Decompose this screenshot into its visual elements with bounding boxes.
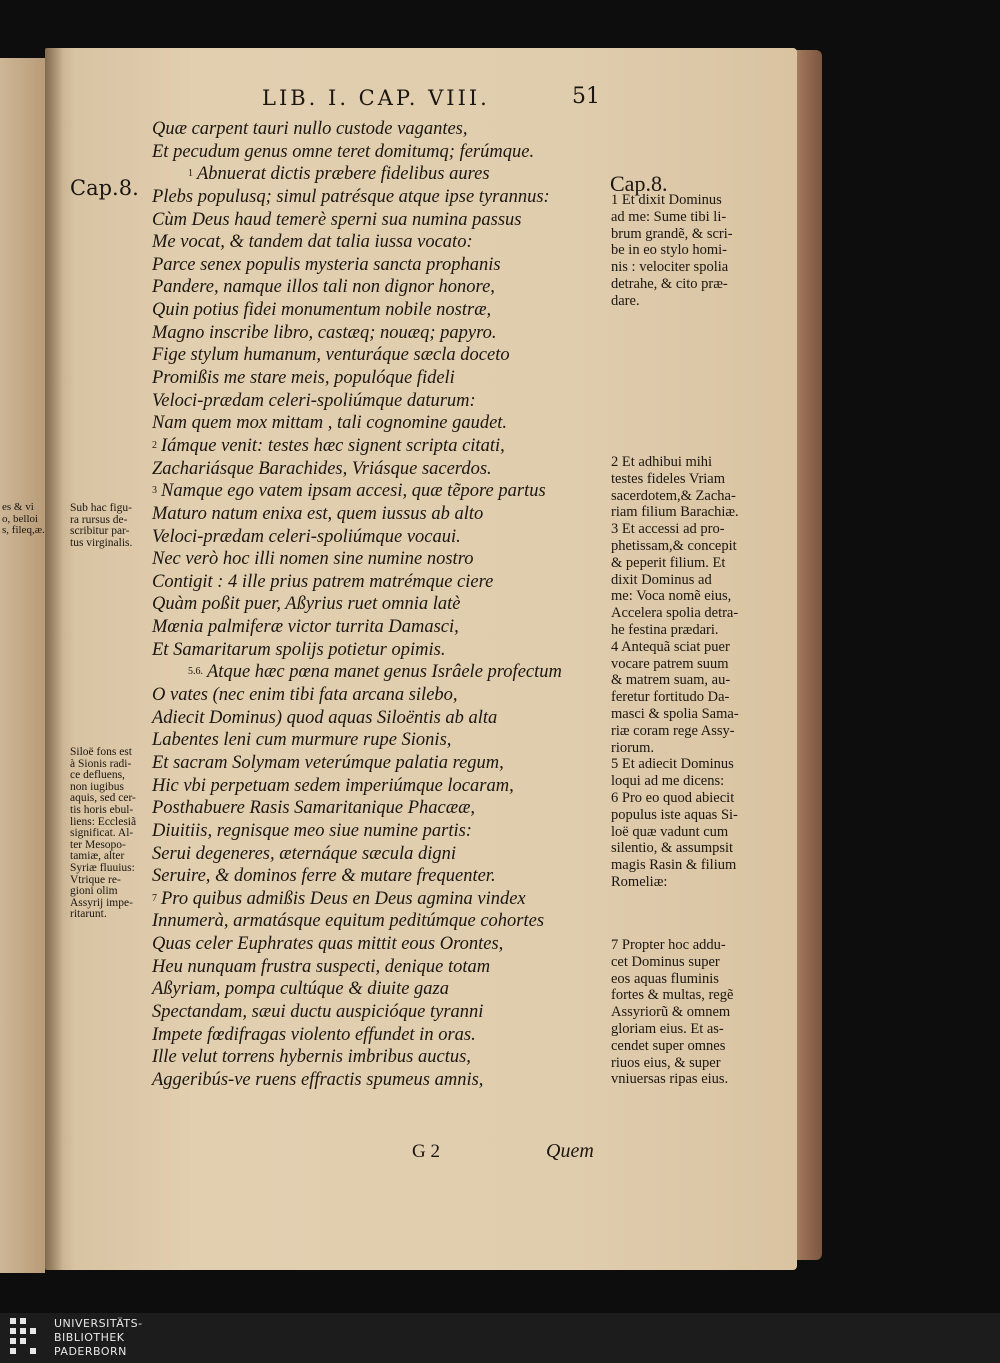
verse-number: 5.6. <box>188 666 203 678</box>
gloss-line: testes fideles Vriam <box>611 470 726 487</box>
verse-line <box>152 526 612 549</box>
catchword: Quem <box>546 1140 594 1162</box>
verse-line <box>152 956 612 979</box>
verse-line <box>152 661 612 684</box>
marginal-note-line: tis horis ebul- <box>70 803 134 816</box>
gloss-line: detrahe, & cito præ- <box>611 275 728 292</box>
verse-number: 1 <box>188 168 193 180</box>
gloss-block <box>611 192 733 310</box>
verse-text: Cùm Deus haud temerè sperni sua numina passus <box>152 209 522 230</box>
verse-line <box>152 254 612 277</box>
marginal-note-line: scribitur par- <box>70 525 130 538</box>
verse-text: Posthabuere Rasis Samaritanique Phacææ, <box>152 798 476 819</box>
verse-line <box>152 910 612 933</box>
running-header: LIB. I. CAP. VIII. <box>262 86 490 110</box>
verse-text: Contigit : 4 ille prius patrem matrémque ciere <box>152 571 494 592</box>
marginal-note-line: gioni olim <box>70 885 118 898</box>
verse-text: Plebs populusq; simul patrésque atque ipse tyrannus: <box>152 186 550 207</box>
verse-column <box>152 118 612 1092</box>
verse-line <box>152 435 612 458</box>
verse-text: Ille velut torrens hybernis imbribus auctus, <box>152 1047 471 1068</box>
gloss-line: Romeliæ: <box>611 873 668 890</box>
verse-line <box>152 1069 612 1092</box>
verse-text: Seruire, & dominos ferre & mutare frequenter. <box>152 866 496 887</box>
verse-text: Promißis me stare meis, populóque fideli <box>152 368 455 389</box>
verse-text: Et Samaritarum spolijs potietur opimis. <box>152 639 446 660</box>
verse-line <box>152 1001 612 1024</box>
verse-text: Maturo natum enixa est, quem iussus ab alto <box>152 503 484 524</box>
verse-text: Adiecit Dominus) quod aquas Siloëntis ab alta <box>152 707 498 728</box>
gloss-line: eos aquas fluminis <box>611 970 719 987</box>
verse-text: Quæ carpent tauri nullo custode vagantes, <box>152 119 468 139</box>
gloss-line: cendet super omnes <box>611 1037 726 1054</box>
gloss-line: be in eo stylo homi- <box>611 242 727 259</box>
gloss-line: & matrem suam, au- <box>611 672 731 689</box>
verse-line <box>152 1024 612 1047</box>
gloss-line: 5 Et adiecit Dominus <box>611 756 734 773</box>
verse-text: Hic vbi perpetuam sedem imperiúmque locaram, <box>152 775 514 796</box>
verse-line <box>152 820 612 843</box>
verse-line <box>152 186 612 209</box>
verse-line <box>152 616 612 639</box>
verse-text: Veloci-prædam celeri-spoliúmque daturum: <box>152 390 476 411</box>
verse-text: Spectandam, sæui ductu auspicióque tyranni <box>152 1001 484 1022</box>
verse-text: Quas celer Euphrates quas mittit eous Orontes, <box>152 934 504 955</box>
verse-text: Diuitiis, regnisque meo siue numine partis: <box>152 820 472 841</box>
verse-text: Pandere, namque illos tali non dignor honore, <box>152 277 495 298</box>
gloss-line: loë quæ vadunt cum <box>611 823 729 840</box>
verse-line <box>152 141 612 164</box>
gloss-line: fortes & multas, regẽ <box>611 987 734 1004</box>
gloss-line: riæ coram rege Assy- <box>611 722 735 739</box>
verse-line <box>152 729 612 752</box>
gloss-block <box>611 454 739 891</box>
verse-line <box>152 458 612 481</box>
verse-line <box>152 888 612 911</box>
verse-text: Veloci-prædam celeri-spoliúmque vocaui. <box>152 526 461 547</box>
verse-line <box>152 412 612 435</box>
marginal-note-line: ce defluens, <box>70 769 125 782</box>
verse-line <box>152 865 612 888</box>
verse-text: Aßyriam, pompa cultúque & diuite gaza <box>152 979 449 1000</box>
verse-line <box>152 322 612 345</box>
gloss-line: 4 Antequã sciat puer <box>611 638 730 655</box>
gloss-line: 7 Propter hoc addu- <box>611 937 726 953</box>
gloss-line: vniuersas ripas eius. <box>611 1071 729 1088</box>
verse-line <box>152 1046 612 1069</box>
gloss-line: 3 Et accessi ad pro- <box>611 521 725 538</box>
marginal-note-line: ra rursus de- <box>70 513 128 526</box>
verse-line <box>152 390 612 413</box>
verse-text: Serui degeneres, æternáque sæcula digni <box>152 843 457 864</box>
verse-text: Et sacram Solymam veterúmque palatia regum, <box>152 752 504 773</box>
verse-line <box>152 752 612 775</box>
marginal-note-line: liens: Ecclesiã <box>70 815 137 828</box>
verse-line <box>152 503 612 526</box>
verse-text: Zachariásque Barachides, Vriásque sacerdos. <box>152 458 492 479</box>
verse-text: Atque hæc pœna manet genus Isrâele profectum <box>207 662 562 683</box>
gloss-line: phetissam,& concepit <box>611 537 737 554</box>
page-gutter-shadow <box>45 48 63 1270</box>
gloss-line: riam filium Barachiæ. <box>611 504 739 521</box>
verse-text: Innumerà, armatásque equitum peditúmque cohortes <box>152 911 545 932</box>
gloss-line: loqui ad me dicens: <box>611 773 725 790</box>
gloss-line: gloriam eius. Et as- <box>611 1020 724 1037</box>
verse-text: Nam quem mox mittam , tali cognomine gaudet. <box>152 413 508 434</box>
verse-text: Abnuerat dictis præbere fidelibus aures <box>197 164 490 185</box>
marginal-note-line: significat. Al- <box>70 827 134 840</box>
signature-mark: G 2 <box>412 1141 440 1162</box>
marginal-note-line: tus virginalis. <box>70 536 133 549</box>
gloss-line: nis : velociter spolia <box>611 259 729 276</box>
verse-text: Fige stylum humanum, venturáque sæcla doceto <box>152 345 510 366</box>
verse-text: Mœnia palmiferæ victor turrita Damasci, <box>152 617 459 638</box>
marginal-note-line: Vtrique re- <box>70 873 121 886</box>
verse-line <box>152 639 612 662</box>
marginal-note <box>70 503 132 549</box>
gloss-line: silentio, & assumpsit <box>611 840 734 857</box>
verse-line <box>152 707 612 730</box>
gloss-line: 1 Et dixit Dominus <box>611 192 722 208</box>
gloss-line: brum grandẽ, & scri- <box>611 225 733 242</box>
verse-line <box>152 684 612 707</box>
verse-text: Et pecudum genus omne teret domitumq; ferúmque. <box>152 141 535 162</box>
gloss-line: riuos eius, & super <box>611 1054 721 1071</box>
gloss-line: 6 Pro eo quod abiecit <box>611 789 735 806</box>
gloss-line: Assyriorũ & omnem <box>611 1004 731 1021</box>
verse-text: Aggeribús-ve ruens effractis spumeus amnis, <box>152 1069 484 1090</box>
gloss-line: masci & spolia Sama- <box>611 705 739 722</box>
marginal-note-line: ritarunt. <box>70 908 107 921</box>
verse-number: 7 <box>152 892 157 904</box>
verse-text: Labentes leni cum murmure rupe Sionis, <box>152 730 452 751</box>
verse-line <box>152 978 612 1001</box>
gloss-line: cet Dominus super <box>611 953 720 970</box>
facing-page-fragment: es & vi o, belloi s, fileq,æ. <box>2 501 45 536</box>
verse-line <box>152 775 612 798</box>
verse-line <box>152 571 612 594</box>
verse-line <box>152 299 612 322</box>
verse-line <box>152 344 612 367</box>
verse-text: Quàm poßit puer, Aßyrius ruet omnia latè <box>152 594 461 615</box>
verse-number: 2 <box>152 439 157 451</box>
verse-number: 3 <box>152 485 157 497</box>
marginal-note-line: tamiæ, alter <box>70 850 125 863</box>
verse-text: O vates (nec enim tibi fata arcana silebo, <box>152 685 458 706</box>
gloss-line: sacerdotem,& Zacha- <box>611 487 736 504</box>
verse-text: Parce senex populis mysteria sancta prophanis <box>152 254 501 275</box>
verse-text: Me vocat, & tandem dat talia iussa vocato: <box>152 232 473 253</box>
gloss-line: magis Rasin & filium <box>611 857 737 874</box>
verse-line <box>152 933 612 956</box>
verse-text: Namque ego vatem ipsam accesi, quæ tẽpore partus <box>161 481 546 502</box>
institution-name: UNIVERSITÄTS- BIBLIOTHEK PADERBORN <box>54 1317 143 1358</box>
marginal-note-line: ter Mesopo- <box>70 838 126 851</box>
verse-line <box>152 593 612 616</box>
marginal-note-line: Assyrij impe- <box>70 896 133 909</box>
facing-page-strip <box>0 58 45 1273</box>
verse-line <box>152 797 612 820</box>
verse-text: Nec verò hoc illi nomen sine numine nostro <box>152 549 474 570</box>
gloss-line: feretur fortitudo Da- <box>611 689 730 706</box>
verse-text: Impete fœdifragas violento effundet in oras. <box>152 1024 476 1045</box>
marginal-note-line: non iugibus <box>70 780 124 793</box>
marginal-note <box>70 747 136 921</box>
verse-text: Pro quibus admißis Deus en Deus agmina vindex <box>161 888 526 909</box>
gloss-line: riorum. <box>611 739 655 756</box>
gloss-line: me: Voca nomẽ eius, <box>611 588 732 605</box>
marginal-note-line: aquis, sed cer- <box>70 792 136 805</box>
library-logo-icon <box>10 1318 46 1358</box>
verse-text: Quin potius fidei monumentum nobile nostræ, <box>152 300 492 321</box>
gloss-line: populus iste aquas Si- <box>611 806 738 823</box>
verse-line <box>152 118 612 141</box>
marginal-note-line: Siloë fons est <box>70 746 132 758</box>
verse-line <box>152 276 612 299</box>
verse-line <box>152 367 612 390</box>
verse-line <box>152 480 612 503</box>
chapter-label-right: Cap.8. <box>610 171 668 196</box>
gloss-line: Accelera spolia detra- <box>611 605 739 622</box>
verse-text: Heu nunquam frustra suspecti, denique totam <box>152 956 491 977</box>
folio-number: 51 <box>572 84 600 109</box>
marginal-note-line: Sub hac figu- <box>70 502 132 514</box>
gloss-line: ad me: Sume tibi li- <box>611 208 727 225</box>
gloss-line: dixit Dominus ad <box>611 571 712 588</box>
gloss-block <box>611 937 733 1088</box>
verse-text: Iámque venit: testes hæc signent scripta citati, <box>161 435 505 456</box>
chapter-label-left: Cap.8. <box>70 176 139 200</box>
gloss-line: & peperit filium. Et <box>611 554 726 571</box>
verse-line <box>152 548 612 571</box>
footer-bar <box>0 1313 1000 1363</box>
verse-line <box>152 163 612 186</box>
verse-line <box>152 209 612 232</box>
gloss-line: he festina prædari. <box>611 621 719 638</box>
gloss-line: vocare patrem suum <box>611 655 729 672</box>
gloss-line: 2 Et adhibui mihi <box>611 454 713 470</box>
gloss-line: dare. <box>611 292 640 309</box>
marginal-note-line: à Sionis radi- <box>70 757 132 770</box>
marginal-note-line: Syriæ fluuius: <box>70 861 135 874</box>
verse-line <box>152 231 612 254</box>
verse-text: Magno inscribe libro, castæq; nouæq; papyro. <box>152 322 497 343</box>
verse-line <box>152 843 612 866</box>
